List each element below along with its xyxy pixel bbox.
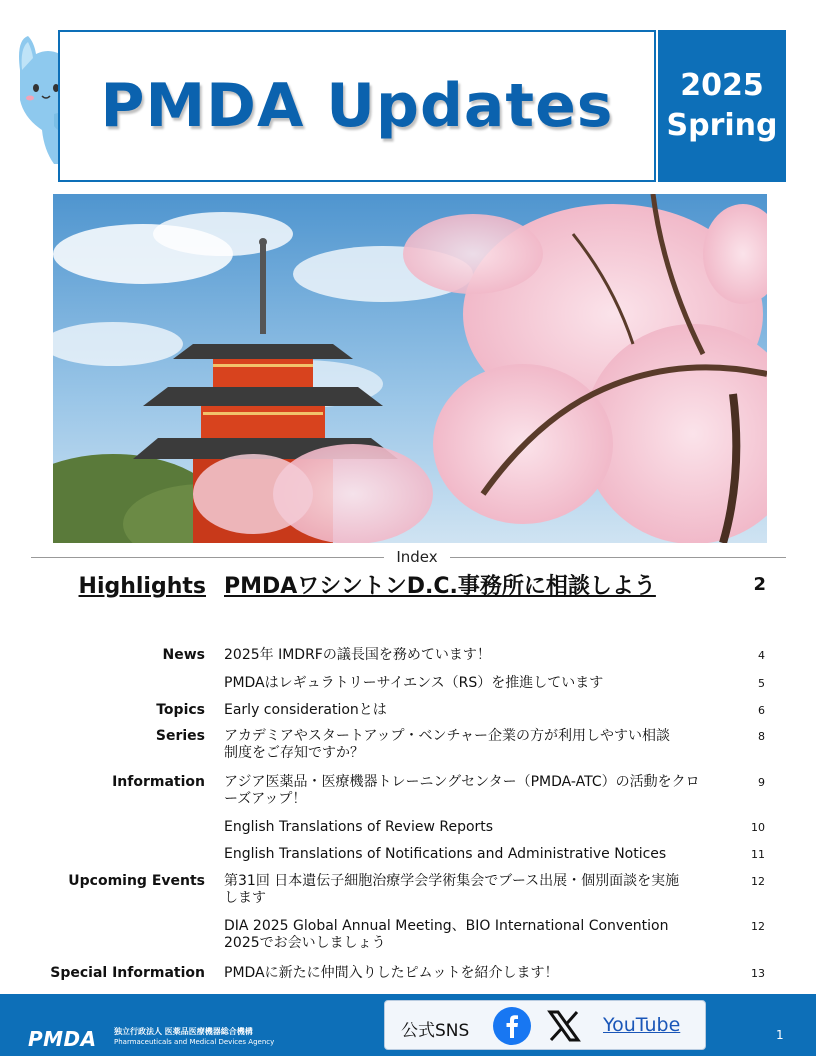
index-page-number: 12 — [751, 920, 765, 933]
org-name-english: Pharmaceuticals and Medical Devices Agency — [114, 1038, 275, 1046]
sns-label: 公式SNS — [401, 1021, 470, 1041]
page-title: PMDA Updates — [100, 71, 614, 141]
title-banner — [58, 30, 656, 182]
index-title[interactable]: アジア医薬品・医療機器トレーニングセンター（PMDA-ATC）の活動をクローズアップ！ — [224, 774, 700, 807]
hero-image-pagoda-cherry-blossoms — [53, 194, 767, 543]
index-title[interactable]: PMDAはレギュラトリーサイエンス（RS）を推進しています — [224, 675, 604, 691]
index-category: Upcoming Events — [68, 873, 205, 889]
index-page-number: 5 — [758, 677, 765, 690]
index-category: Topics — [156, 702, 205, 718]
index-page-number: 12 — [751, 875, 765, 888]
highlights-label: Highlights — [78, 574, 206, 599]
index-page-number: 8 — [758, 730, 765, 743]
x-icon[interactable] — [547, 1009, 581, 1043]
issue-badge — [658, 30, 786, 182]
pmda-logo: PMDA — [28, 1027, 97, 1051]
highlight-page-number: 2 — [753, 574, 766, 595]
highlight-article-link[interactable]: PMDAワシントンD.C.事務所に相談しよう — [224, 574, 656, 599]
index-category: Information — [112, 774, 205, 790]
index-title[interactable]: アカデミアやスタートアップ・ベンチャー企業の方が利用しやすい相談制度をご存知ですか？ — [224, 728, 671, 761]
index-page-number: 9 — [758, 776, 765, 789]
index-page-number: 11 — [751, 848, 765, 861]
issue-year: 2025 — [680, 68, 764, 103]
index-title[interactable]: Early considerationとは — [224, 702, 387, 718]
facebook-icon[interactable] — [493, 1007, 531, 1045]
index-category: Special Information — [50, 965, 205, 981]
index-title[interactable]: PMDAに新たに仲間入りしたピムットを紹介します！ — [224, 965, 559, 981]
index-page-number: 4 — [758, 649, 765, 662]
youtube-link[interactable]: YouTube — [603, 1014, 681, 1036]
index-category: Series — [155, 728, 205, 744]
index-title[interactable]: English Translations of Notifications and Administrative Notices — [224, 846, 667, 862]
index-label: Index — [384, 548, 450, 566]
index-page-number: 13 — [751, 967, 765, 980]
index-title[interactable]: 2025年 IMDRFの議長国を務めています！ — [224, 647, 491, 663]
index-category: News — [162, 647, 205, 663]
index-title[interactable]: 第31回 日本遺伝子細胞治療学会学術集会でブース出展・個別面談を実施します — [224, 873, 680, 906]
org-name-japanese: 独立行政法人 医薬品医療機器総合機構 — [114, 1027, 253, 1036]
sns-links-panel — [384, 1000, 706, 1050]
index-page-number: 6 — [758, 704, 765, 717]
index-title[interactable]: English Translations of Review Reports — [224, 819, 494, 835]
index-title[interactable]: DIA 2025 Global Annual Meeting、BIO International Convention 2025でお会いしましょう — [224, 918, 669, 951]
page-number: 1 — [776, 1028, 784, 1042]
index-page-number: 10 — [751, 821, 765, 834]
issue-season: Spring — [666, 108, 778, 143]
